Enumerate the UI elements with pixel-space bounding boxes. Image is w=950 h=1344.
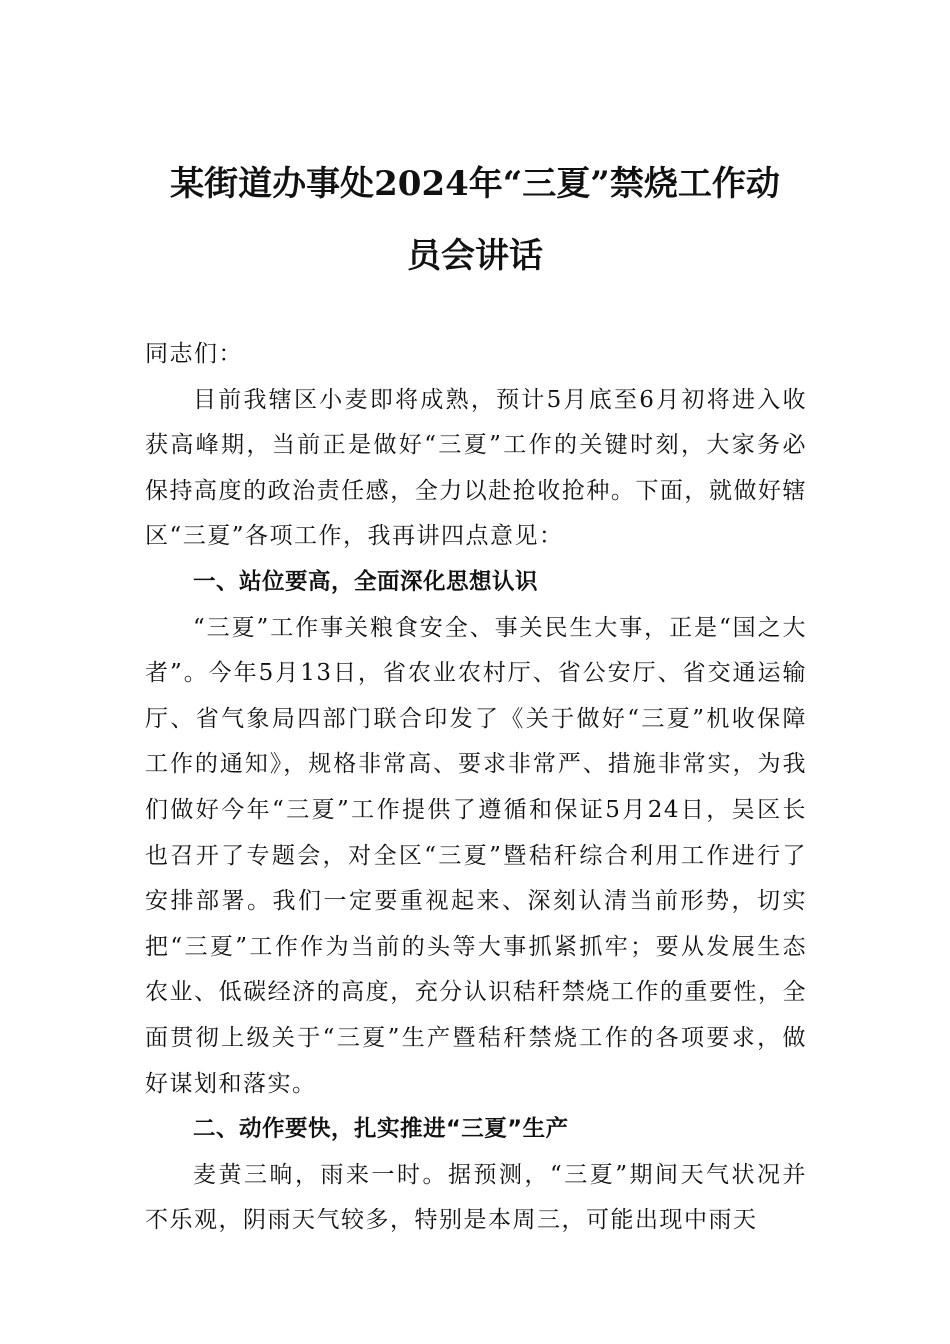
- intro-paragraph: 目前我辖区小麦即将成熟，预计5月底至6月初将进入收获高峰期，当前正是做好“三夏”工作的关键时刻，大家务必保持高度的政治责任感，全力以赴抢收抢种。下面，就做好辖区“三夏”各项工作，我再讲四点意见：: [145, 386, 807, 550]
- document-title-line-1: 某街道办事处2024年“三夏”禁烧工作动: [170, 164, 780, 204]
- section-2-paragraph: 麦黄三晌，雨来一时。据预测，“三夏”期间天气状况并不乐观，阴雨天气较多，特别是本周三，可能出现中雨天: [145, 1161, 807, 1234]
- section-2-heading: 二、动作要快，扎实推进“三夏”生产: [193, 1116, 569, 1143]
- section-1-paragraph: “三夏”工作事关粮食安全、事关民生大事，正是“国之大者”。今年5月13日，省农业农村厅、省公安厅、省交通运输厅、省气象局四部门联合印发了《关于做好“三夏”机收保障工作的通知》，规格非常高、要求非常严、措施非常实，为我们做好今年“三夏”工作提供了遵循和保证5月24日，吴区长也召开了专题会，对全区“三夏”暨秸秆综合利用工作进行了安排部署。我们一定要重视起来、深刻认清当前形势，切实把“三夏”工作作为当前的头等大事抓紧抓牢；要从发展生态农业、低碳经济的高度，充分认识秸秆禁烧工作的重要性，全面贯彻上级关于“三夏”生产暨秸秆禁烧工作的各项要求，做好谋划和落实。: [145, 614, 807, 1097]
- document-title-line-2: 员会讲话: [407, 236, 543, 276]
- salutation: 同志们：: [145, 341, 243, 367]
- section-1-heading: 一、站位要高，全面深化思想认识: [193, 568, 539, 595]
- document-body: [145, 332, 807, 1244]
